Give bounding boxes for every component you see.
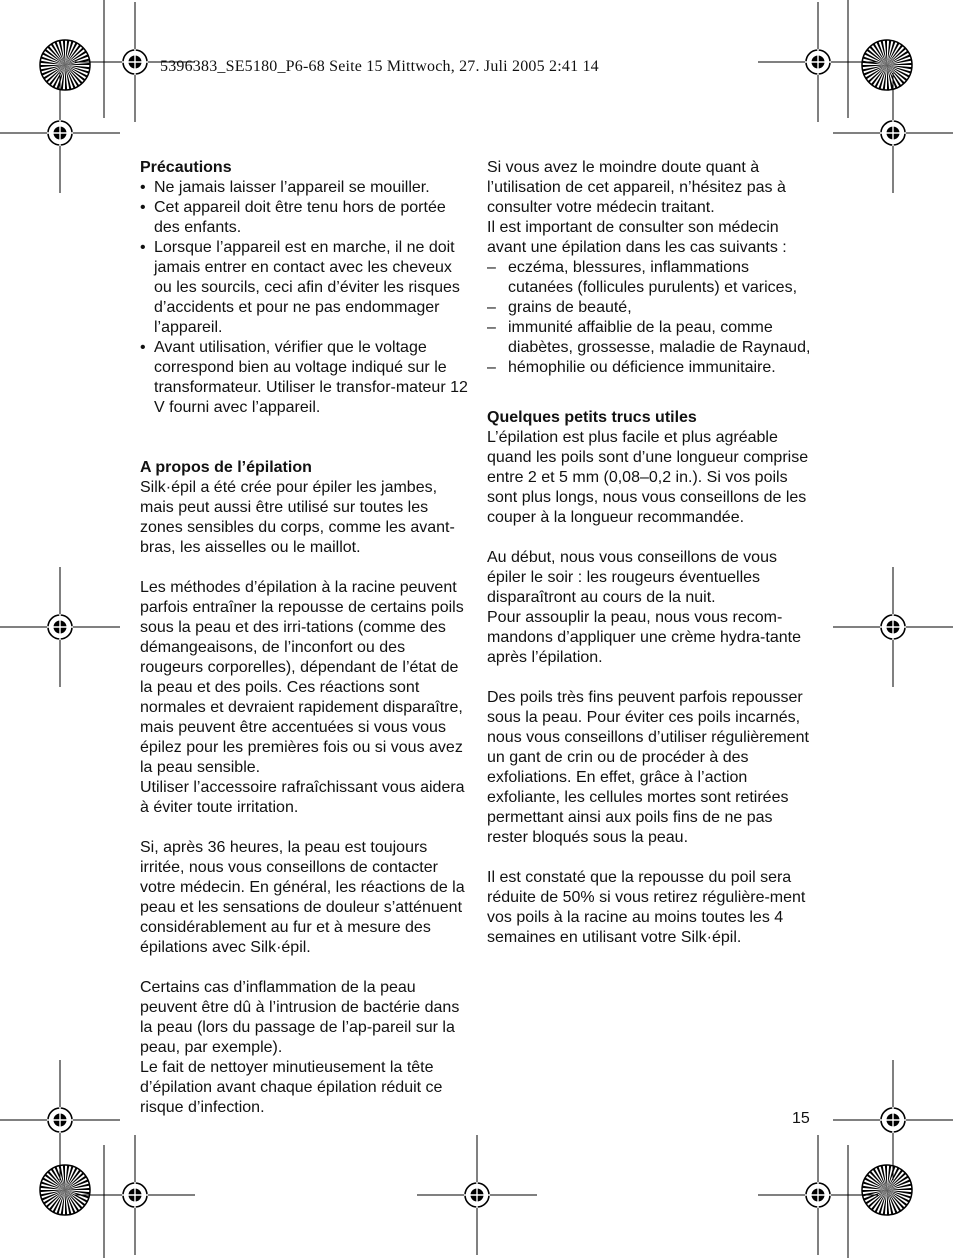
star-target-top-left xyxy=(40,40,90,90)
paragraph: Il est constaté que la repousse du poil sera réduite de 50% si vous retirez régulière-ment vos poils à la racine au moins toutes les 4 semaines en utilisant votre Silk·épil. xyxy=(487,869,806,946)
registration-mark xyxy=(833,1060,953,1180)
paragraph: L’épilation est plus facile et plus agréable quand les poils sont d’une longueur comprise entre 2 et 5 mm (0,08–0,2 in.). Si vos poils sont plus longs, nous vous conseillons de les couper à la longueur recommandée. xyxy=(487,429,809,526)
precautions-list xyxy=(140,178,470,418)
list-item: • Lorsque l’appareil est en marche, il ne doit jamais entrer en contact avec les cheveux ou les sourcils, ceci afin d’éviter les risques d’accidents et pour ne pas endommager l’appareil. xyxy=(140,238,470,338)
paragraph: Si, après 36 heures, la peau est toujours irritée, nous vous conseillons de contacter votre médecin. En général, les réactions de la peau et les sensations de douleur s’atténuent considérablement au fur et à mesure des épilations avec Silk·épil. xyxy=(140,839,465,956)
paragraph: Utiliser l’accessoire rafraîchissant vous aidera à éviter toute irritation. xyxy=(140,779,465,816)
right-column xyxy=(487,158,817,948)
registration-mark xyxy=(0,1060,120,1180)
left-column xyxy=(140,158,470,1118)
star-target-top-right xyxy=(862,40,912,90)
paragraph: Si vous avez le moindre doute quant à l’utilisation de cet appareil, n’hésitez pas à consulter votre médecin traitant. xyxy=(487,159,786,216)
paragraph: Des poils très fins peuvent parfois repousser sous la peau. Pour éviter ces poils incarnés, nous vous conseillons d’utiliser régulièrement un gant de crin ou de procéder à des exfoliations. En effet, grâce à l’action exfoliante, les cellules mortes sont retirées permettant ainsi aux poils fins de ne pas rester bloqués sous la peau. xyxy=(487,689,809,846)
paragraph: Le fait de nettoyer minutieusement la tête d’épilation avant chaque épilation réduit ce risque d’infection. xyxy=(140,1059,443,1116)
star-target-bottom-left xyxy=(40,1165,90,1215)
paragraph: Pour assouplir la peau, nous vous recom-mandons d’appliquer une crème hydra-tante après l’épilation. xyxy=(487,609,801,666)
paragraph: Silk·épil a été crée pour épiler les jambes, mais peut aussi être utilisé sur toutes les zones sensibles du corps, comme les avant-bras, les aisselles ou le maillot. xyxy=(140,479,455,556)
list-item: • Cet appareil doit être tenu hors de portée des enfants. xyxy=(140,198,470,238)
registration-mark xyxy=(0,567,120,687)
star-target-bottom-right xyxy=(862,1165,912,1215)
paragraph: Il est important de consulter son médecin avant une épilation dans les cas suivants : xyxy=(487,219,787,256)
print-slug-line: 5396383_SE5180_P6-68 Seite 15 Mittwoch, 27. Juli 2005 2:41 14 xyxy=(160,58,599,75)
list-item: • Ne jamais laisser l’appareil se mouiller. xyxy=(140,178,470,198)
registration-mark xyxy=(75,1135,195,1255)
list-item: – grains de beauté, xyxy=(487,298,817,318)
page-number: 15 xyxy=(792,1110,810,1127)
paragraph: Certains cas d’inflammation de la peau peuvent être dû à l’intrusion de bactérie dans la peau (lors du passage de l’ap-pareil sur la peau, par exemple). xyxy=(140,979,460,1056)
registration-mark xyxy=(417,1135,537,1255)
paragraph: Les méthodes d’épilation à la racine peuvent parfois entraîner la repousse de certains poils sous la peau et des irri-tations (comme des démangeaisons, de l’inconfort ou des rougeurs corporelles), dépendant de l’état de la peau et des poils. Ces réactions sont normales et devraient rapidement disparaître, mais peuvent être accentuées si vous vous épilez pour les premières fois ou si vous avez la peau sensible. xyxy=(140,579,464,776)
useful-tips-heading: Quelques petits trucs utiles xyxy=(487,409,697,426)
registration-mark xyxy=(758,2,878,122)
precautions-heading: Précautions xyxy=(140,159,232,176)
registration-mark xyxy=(758,1135,878,1255)
paragraph: Au début, nous vous conseillons de vous épiler le soir : les rougeurs éventuelles disparaîtront au cours de la nuit. xyxy=(487,549,777,606)
registration-mark xyxy=(833,567,953,687)
registration-mark xyxy=(0,73,120,193)
list-item: – immunité affaiblie de la peau, comme diabètes, grossesse, maladie de Raynaud, xyxy=(487,318,817,358)
list-item: – eczéma, blessures, inflammations cutanées (follicules purulents) et varices, xyxy=(487,258,817,298)
list-item: • Avant utilisation, vérifier que le voltage correspond bien au voltage indiqué sur le transformateur. Utiliser le transfor-mateur 12 V fourni avec l’appareil. xyxy=(140,338,470,418)
conditions-list xyxy=(487,258,817,378)
about-epilation-heading: A propos de l’épilation xyxy=(140,459,312,476)
list-item: – hémophilie ou déficience immunitaire. xyxy=(487,358,817,378)
registration-mark xyxy=(833,73,953,193)
